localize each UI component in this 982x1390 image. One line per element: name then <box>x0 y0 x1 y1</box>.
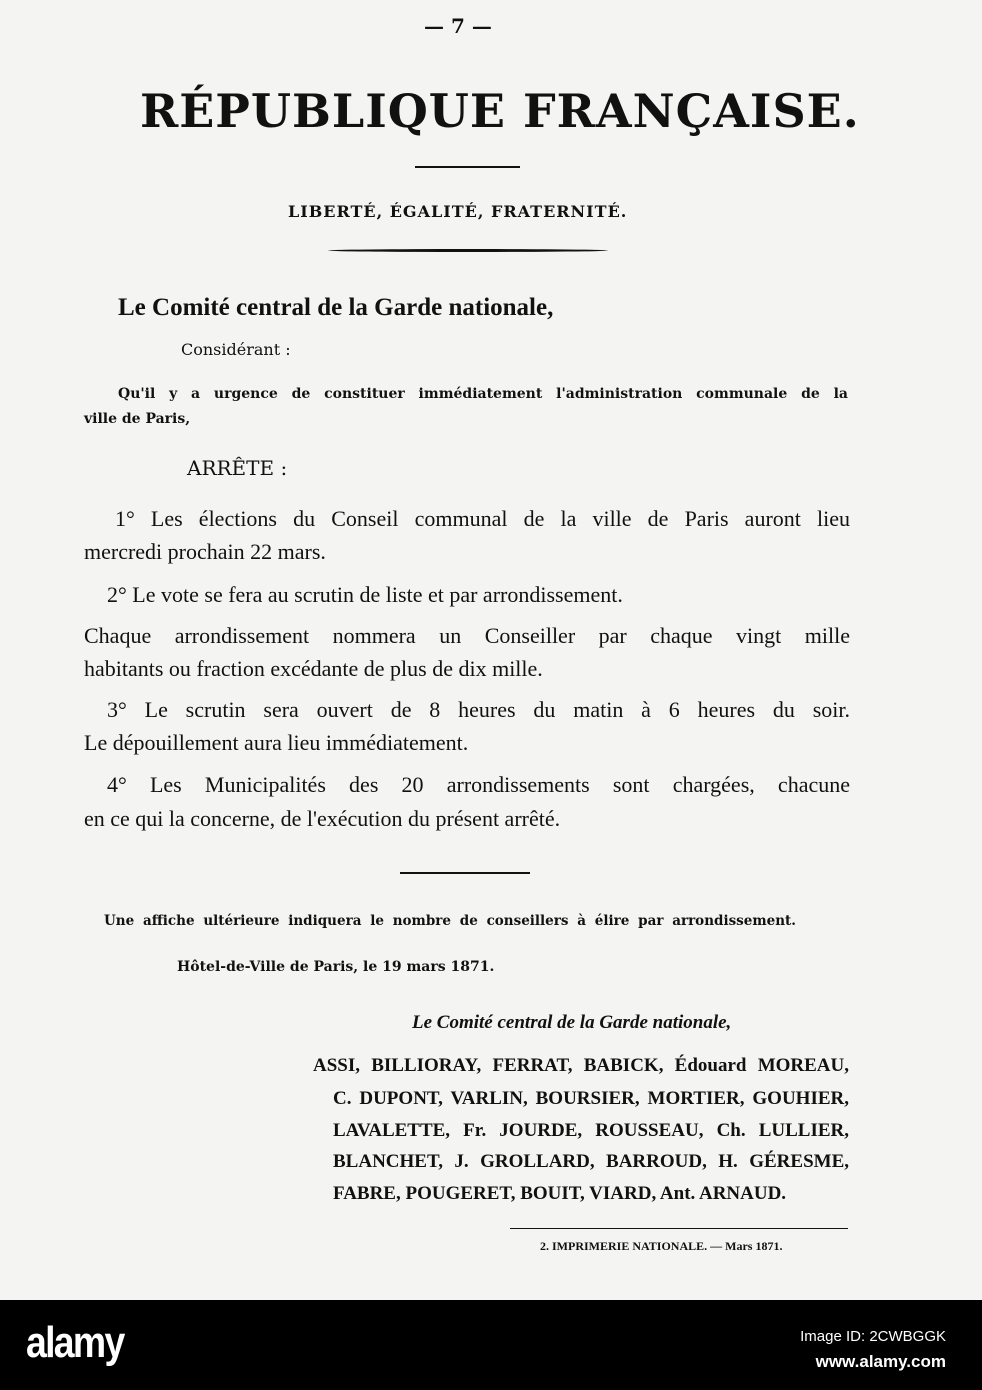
considerant-label: Considérant : <box>181 340 291 359</box>
imprint: 2. IMPRIMERIE NATIONALE. — Mars 1871. <box>540 1239 783 1253</box>
page-title: RÉPUBLIQUE FRANÇAISE. <box>140 84 860 138</box>
site-url: www.alamy.com <box>815 1352 946 1371</box>
alamy-logo: alamy <box>26 1318 124 1367</box>
article-line: mercredi prochain 22 mars. <box>84 539 326 564</box>
motto: LIBERTÉ, ÉGALITÉ, FRATERNITÉ. <box>288 202 628 221</box>
divider <box>510 1228 848 1229</box>
article-line: 2° Le vote se fera au scrutin de liste et par arrondissement. <box>107 582 623 607</box>
watermark-banner <box>0 1300 982 1390</box>
divider <box>415 166 520 168</box>
divider <box>400 872 530 874</box>
notice: Une affiche ultérieure indiquera le nombre de conseillers à élire par arrondissement. <box>104 913 796 929</box>
article-line: 4° Les Municipalités des 20 arrondissements sont chargées, chacune <box>107 772 850 797</box>
signatory-line: ASSI, BILLIORAY, FERRAT, BABICK, Édouard MOREAU, <box>313 1055 849 1076</box>
signature-heading: Le Comité central de la Garde nationale, <box>412 1012 732 1033</box>
image-id: Image ID: 2CWBGGK <box>800 1328 946 1345</box>
issuer: Le Comité central de la Garde nationale, <box>118 294 554 321</box>
signatory-line: FABRE, POUGERET, BOUIT, VIARD, Ant. ARNAUD. <box>333 1183 787 1204</box>
considerant-line: Qu'il y a urgence de constituer immédiatement l'administration communale de la <box>118 386 848 402</box>
signatory-line: LAVALETTE, Fr. JOURDE, ROUSSEAU, Ch. LULLIER, <box>333 1120 849 1141</box>
considerant-line: ville de Paris, <box>84 411 191 427</box>
article-line: 3° Le scrutin sera ouvert de 8 heures du matin à 6 heures du soir. <box>107 697 850 722</box>
place-date: Hôtel-de-Ville de Paris, le 19 mars 1871. <box>177 959 495 975</box>
article-line: Le dépouillement aura lieu immédiatement. <box>84 730 469 755</box>
article-line: habitants ou fraction excédante de plus de dix mille. <box>84 656 543 681</box>
arrete-label: ARRÊTE : <box>187 456 288 480</box>
article-line: en ce qui la concerne, de l'exécution du présent arrêté. <box>84 806 561 831</box>
article-line: Chaque arrondissement nommera un Conseiller par chaque vingt mille <box>84 623 850 648</box>
signatory-line: C. DUPONT, VARLIN, BOURSIER, MORTIER, GOUHIER, <box>333 1088 849 1109</box>
page-number: — 7 — <box>424 14 492 38</box>
article-line: 1° Les élections du Conseil communal de la ville de Paris auront lieu <box>115 506 850 531</box>
signatory-line: BLANCHET, J. GROLLARD, BARROUD, H. GÉRESME, <box>333 1151 849 1172</box>
ornamental-divider <box>328 249 608 252</box>
